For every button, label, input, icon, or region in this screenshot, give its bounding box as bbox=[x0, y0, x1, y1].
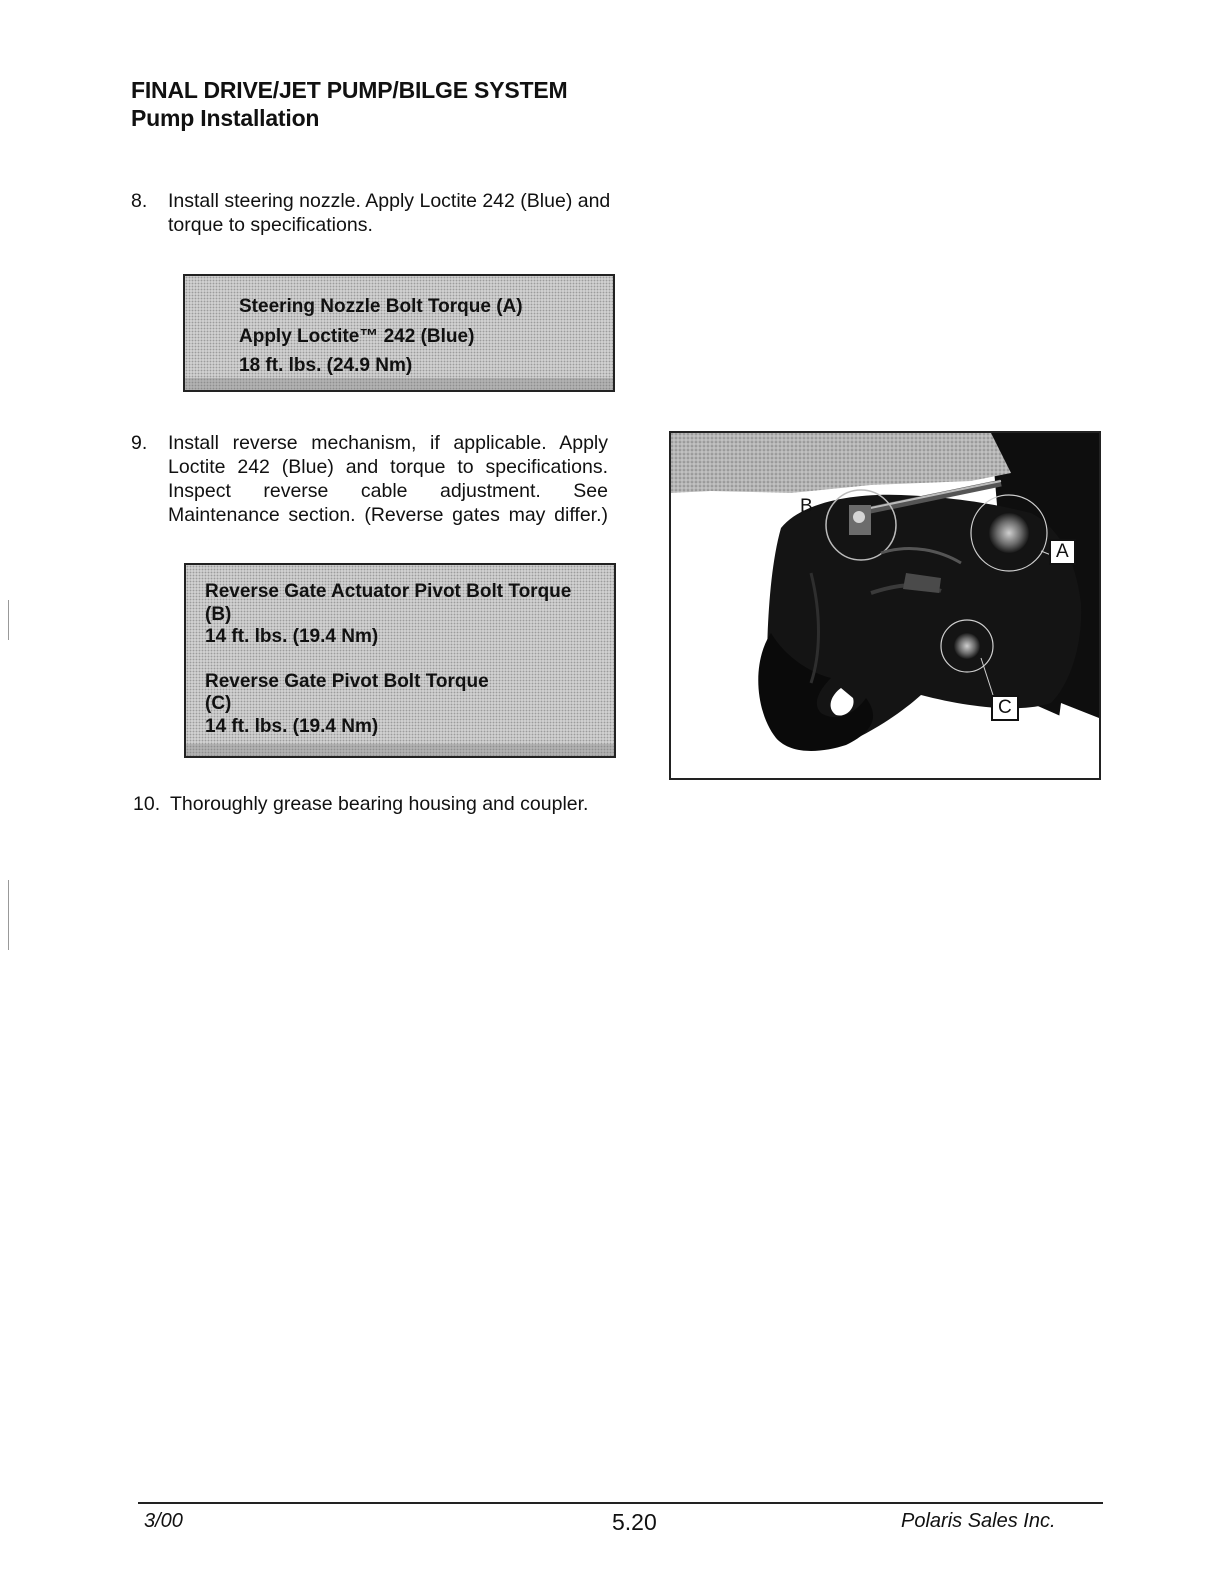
footer-divider bbox=[138, 1502, 1103, 1504]
step-text-line: Install reverse mechanism, if applicable. Apply bbox=[168, 432, 608, 454]
callout-a: A bbox=[1049, 539, 1076, 565]
box-shadow-strip bbox=[186, 744, 614, 756]
step-text-line: Inspect reverse cable adjustment. See bbox=[168, 480, 608, 502]
step-10 bbox=[131, 792, 611, 818]
step-8 bbox=[131, 189, 611, 239]
page-number: 5.20 bbox=[612, 1509, 657, 1535]
spec-line: 18 ft. lbs. (24.9 Nm) bbox=[239, 355, 413, 376]
scan-artifact bbox=[8, 600, 9, 640]
spec-line: Apply Loctite™ 242 (Blue) bbox=[239, 325, 475, 347]
step-text-line: Maintenance section. (Reverse gates may differ.) bbox=[168, 504, 608, 526]
footer-company: Polaris Sales Inc. bbox=[901, 1510, 1056, 1532]
pump-photo-illustration bbox=[671, 433, 1099, 778]
spec-line: Reverse Gate Actuator Pivot Bolt Torque bbox=[205, 581, 572, 602]
step-text-line: Loctite 242 (Blue) and torque to specifications. bbox=[168, 456, 608, 478]
spec-line: (B) bbox=[205, 603, 232, 625]
spec-line: Steering Nozzle Bolt Torque (A) bbox=[239, 296, 523, 317]
page-subtitle: Pump Installation bbox=[131, 105, 320, 131]
step-number: 10. bbox=[133, 793, 161, 815]
callout-b: B bbox=[800, 496, 813, 517]
step-number: 8. bbox=[131, 190, 148, 212]
spec-line: Reverse Gate Pivot Bolt Torque bbox=[205, 670, 489, 692]
spec-line: (C) bbox=[205, 693, 232, 714]
scan-artifact bbox=[8, 880, 9, 950]
step-text-line: Thoroughly grease bearing housing and coupler. bbox=[170, 793, 589, 815]
step-text-line: torque to specifications. bbox=[168, 214, 373, 236]
spec-line: 14 ft. lbs. (19.4 Nm) bbox=[205, 715, 379, 737]
reverse-gate-torque-box bbox=[184, 563, 616, 758]
step-9 bbox=[131, 431, 609, 531]
section-title: FINAL DRIVE/JET PUMP/BILGE SYSTEM bbox=[131, 77, 568, 103]
page-header bbox=[131, 76, 567, 132]
box-shadow-strip bbox=[185, 378, 613, 390]
steering-nozzle-torque-box bbox=[183, 274, 615, 392]
step-text-line: Install steering nozzle. Apply Loctite 242 (Blue) and bbox=[168, 190, 611, 212]
spec-line: 14 ft. lbs. (19.4 Nm) bbox=[205, 626, 379, 647]
step-number: 9. bbox=[131, 432, 148, 454]
callout-c: C bbox=[991, 695, 1019, 721]
reverse-gate-photo bbox=[669, 431, 1101, 780]
footer-date: 3/00 bbox=[144, 1510, 183, 1532]
